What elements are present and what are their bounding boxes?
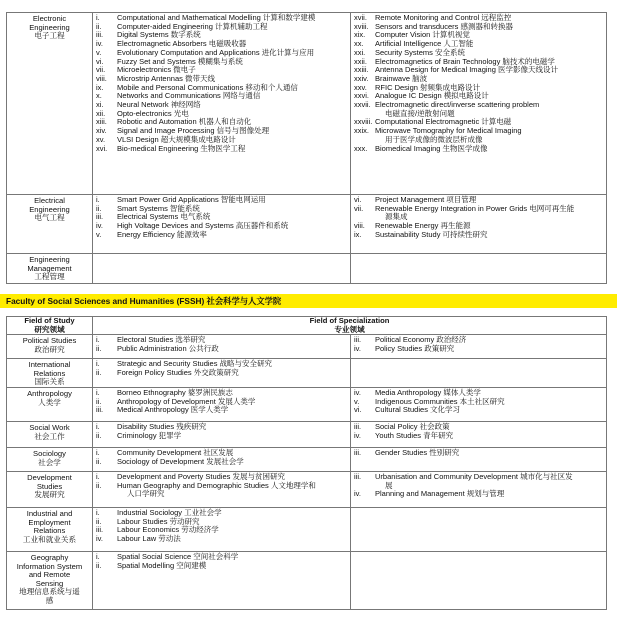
item-text: Political Economy 政治经济: [375, 335, 467, 345]
field-name-line: Management: [27, 263, 72, 273]
item-text: Labour Law 劳动法: [117, 534, 181, 544]
specialization-list: [93, 509, 350, 544]
item-text-continuation: 人口学研究: [127, 489, 165, 499]
item-numeral: vi.: [96, 56, 104, 66]
specialization-column-left: [93, 471, 351, 507]
item-text: Signal and Image Processing 信号与图像处理: [117, 126, 270, 136]
item-text: High Voltage Devices and Systems 高压器件和系统: [117, 221, 289, 231]
item-text-continuation: 源集成: [385, 212, 408, 222]
field-name-line: 地理信息系统与遥: [19, 587, 80, 597]
list-item: [351, 145, 606, 154]
field-name-line: Information System: [16, 561, 83, 571]
fssh-specialization-table: [6, 316, 607, 610]
item-numeral: xxi.: [354, 47, 366, 57]
item-text: Opto-electronics 光电: [117, 108, 189, 118]
item-text: Spatial Modelling 空间建模: [117, 560, 207, 570]
list-item: [93, 535, 350, 544]
item-numeral: xix.: [354, 30, 366, 40]
specialization-list: [351, 473, 606, 499]
item-numeral: iv.: [354, 489, 361, 499]
item-numeral: iv.: [96, 221, 103, 231]
table-row: [7, 421, 607, 447]
item-numeral: v.: [354, 396, 360, 406]
item-text: Fuzzy Set and Systems 模糊集与系统: [117, 56, 243, 66]
specialization-column-left: [93, 195, 351, 254]
specialization-column-right: [351, 359, 607, 388]
item-text: Foreign Policy Studies 外交政策研究: [117, 367, 239, 377]
list-item: [93, 406, 350, 415]
item-numeral: i.: [96, 13, 100, 22]
item-numeral: ii.: [96, 516, 102, 526]
table-row: [7, 254, 607, 284]
item-text: Security Systems 安全系统: [375, 47, 466, 57]
item-text: Human Geography and Demographic Studies 人文地理学和: [117, 480, 316, 490]
item-numeral: ix.: [354, 229, 362, 239]
header-zh: 专业领域: [334, 324, 365, 334]
specialization-column-right: [351, 387, 607, 421]
field-of-study-cell: [7, 387, 93, 421]
specialization-list: [351, 196, 606, 240]
list-item: [93, 432, 350, 441]
field-name-line: Social Work: [29, 422, 70, 432]
specialization-list: [351, 336, 606, 353]
field-name-line: 电气工程: [34, 213, 65, 223]
item-text: Planning and Management 规划与管理: [375, 489, 505, 499]
specialization-column-right: [351, 195, 607, 254]
list-item: [351, 205, 606, 222]
item-numeral: i.: [96, 551, 100, 561]
item-text: Disability Studies 残疾研究: [117, 421, 207, 431]
item-text: Media Anthropology 媒体人类学: [375, 387, 481, 397]
specialization-list: [351, 14, 606, 153]
item-text: Labour Economics 劳动经济学: [117, 525, 219, 535]
item-text: Industrial Sociology 工业社会学: [117, 507, 222, 517]
field-name-line: 社会学: [38, 457, 61, 467]
table-row: [7, 507, 607, 551]
item-numeral: xvii.: [354, 13, 367, 22]
specialization-list: [351, 449, 606, 458]
item-numeral: xxiv.: [354, 73, 369, 83]
item-numeral: iii.: [354, 447, 362, 457]
item-numeral: vi.: [354, 195, 362, 204]
item-numeral: ii.: [96, 343, 102, 353]
item-text: Criminology 犯罪学: [117, 430, 182, 440]
specialization-list: [93, 553, 350, 570]
item-text: Digital Systems 数字系统: [117, 30, 201, 40]
item-numeral: vii.: [96, 65, 106, 75]
item-text: Spatial Social Science 空间社会科学: [117, 551, 239, 561]
item-text: Labour Studies 劳动研究: [117, 516, 200, 526]
table-row: [7, 447, 607, 471]
item-numeral: v.: [96, 229, 102, 239]
field-name-line: Sensing: [35, 578, 64, 588]
item-text: Robotic and Automation 机器人和自动化: [117, 117, 252, 127]
item-numeral: i.: [96, 447, 100, 457]
item-numeral: ii.: [96, 21, 102, 31]
specialization-column-right: [351, 13, 607, 195]
specialization-column-left: [93, 551, 351, 609]
list-item: [93, 369, 350, 378]
item-numeral: iii.: [96, 212, 104, 222]
field-name-line: 工业和就业关系: [22, 534, 77, 544]
item-text: Smart Systems 智能系统: [117, 203, 200, 213]
item-numeral: ii.: [96, 430, 102, 440]
specialization-column-right: [351, 254, 607, 284]
specialization-list: [93, 336, 350, 353]
field-of-study-cell: [7, 551, 93, 609]
item-text: Artificial Intelligence 人工智能: [375, 39, 474, 49]
field-name-line: International: [28, 360, 71, 370]
item-text: Cultural Studies 文化学习: [375, 405, 461, 415]
item-text: Bio-medical Engineering 生物医学工程: [117, 143, 246, 153]
field-name-line: 人类学: [38, 397, 61, 407]
field-of-study-cell: [7, 254, 93, 284]
item-numeral: i.: [96, 387, 100, 397]
field-of-specialization-header: [93, 317, 607, 335]
item-text: Social Policy 社会政策: [375, 421, 450, 431]
table-row: [7, 387, 607, 421]
item-numeral: xxvi.: [354, 91, 369, 101]
item-text: Electromagnetic direct/inverse scattering problem: [375, 100, 540, 110]
header-zh: 研究领域: [34, 324, 65, 334]
faculty-title-banner: Faculty of Social Sciences and Humanities (FSSH) 社会科学与人文学院: [0, 294, 617, 308]
item-text: Urbanisation and Community Development 城市化与社区发: [375, 471, 573, 481]
item-numeral: vii.: [354, 203, 364, 213]
field-name-line: Studies: [36, 481, 63, 491]
specialization-list: [93, 449, 350, 466]
item-numeral: iv.: [354, 430, 361, 440]
item-numeral: iii.: [354, 421, 362, 431]
item-text: Public Administration 公共行政: [117, 343, 219, 353]
table-row: [7, 195, 607, 254]
item-text: Computer Vision 计算机视觉: [375, 30, 470, 40]
field-name-line: Relations: [33, 526, 66, 536]
field-of-study-cell: [7, 447, 93, 471]
item-text: Youth Studies 青年研究: [375, 430, 454, 440]
item-text: Community Development 社区发展: [117, 447, 234, 457]
field-name-line: Political Studies: [22, 336, 77, 346]
field-name-line: Electronic: [32, 14, 67, 23]
item-text-continuation: 电磁直接/逆散射问题: [385, 108, 455, 118]
item-text: Neural Network 神经网络: [117, 100, 201, 110]
list-item: [351, 345, 606, 354]
specialization-column-right: [351, 471, 607, 507]
item-text: Microelectronics 微电子: [117, 65, 196, 75]
field-name-line: 感: [45, 595, 54, 605]
specialization-list: [93, 14, 350, 153]
field-name-line: Anthropology: [27, 388, 72, 398]
item-numeral: iii.: [96, 525, 104, 535]
item-numeral: i.: [96, 195, 100, 204]
field-name-line: and Remote: [28, 570, 71, 580]
specialization-list: [93, 389, 350, 415]
specialization-list: [93, 423, 350, 440]
specialization-list: [351, 389, 606, 415]
engineering-specialization-table: [6, 12, 607, 284]
list-item: [93, 482, 350, 499]
item-text: Biomedical Imaging 生物医学成像: [375, 143, 488, 153]
item-numeral: xiii.: [96, 117, 107, 127]
specialization-column-left: [93, 359, 351, 388]
item-text: Computational and Mathematical Modelling 计算和数学建模: [117, 13, 316, 22]
field-of-study-cell: [7, 507, 93, 551]
item-text: Computational Electromagnetic 计算电磁: [375, 117, 512, 127]
list-item: [351, 490, 606, 499]
specialization-column-right: [351, 447, 607, 471]
field-name-line: Development: [27, 472, 72, 482]
table-row: [7, 551, 607, 609]
header-en: Field of Study: [24, 316, 75, 325]
item-numeral: ii.: [96, 367, 102, 377]
item-numeral: i.: [96, 421, 100, 431]
item-numeral: ii.: [96, 203, 102, 213]
field-of-study-cell: [7, 471, 93, 507]
field-of-study-cell: [7, 335, 93, 359]
field-of-study-cell: [7, 195, 93, 254]
list-item: [351, 473, 606, 490]
item-text: Antenna Design for Medical Imaging 医学影像天线设计: [375, 65, 558, 75]
field-name-line: Electrical: [34, 196, 65, 205]
field-name-line: 电子工程: [34, 31, 65, 41]
field-name-line: 社会工作: [34, 431, 65, 441]
specialization-column-left: [93, 387, 351, 421]
item-numeral: xxx.: [354, 143, 368, 153]
table-row: [7, 335, 607, 359]
item-text: Evolutionary Computation and Applications 进化计算与应用: [117, 47, 315, 57]
item-text: Policy Studies 政策研究: [375, 343, 455, 353]
item-numeral: xv.: [96, 134, 106, 144]
list-item: [351, 449, 606, 458]
specialization-column-left: [93, 421, 351, 447]
item-numeral: ix.: [96, 82, 104, 92]
table-row: [7, 359, 607, 388]
item-text: VLSI Design 超大规模集成电路设计: [117, 134, 236, 144]
field-name-line: 工程管理: [34, 272, 65, 282]
table-row: [7, 471, 607, 507]
list-item: [93, 345, 350, 354]
table-row: [7, 13, 607, 195]
item-numeral: i.: [96, 359, 100, 369]
item-text: Electromagnetics of Brain Technology 脑技术的电磁学: [375, 56, 555, 66]
table-header-row: [7, 317, 607, 335]
item-numeral: ii.: [96, 560, 102, 570]
item-text: Remote Monitoring and Control 远程监控: [375, 13, 512, 22]
item-numeral: iii.: [354, 335, 362, 345]
item-numeral: xiv.: [96, 126, 107, 136]
field-name-line: Engineering: [29, 22, 70, 32]
field-name-line: Engineering: [29, 255, 70, 264]
item-text: Sociology of Development 发展社会学: [117, 456, 244, 466]
field-of-study-cell: [7, 359, 93, 388]
field-of-study-header: [7, 317, 93, 335]
list-item: [93, 145, 350, 154]
item-text: Anthropology of Development 发展人类学: [117, 396, 256, 406]
field-name-line: 国际关系: [34, 377, 65, 387]
specialization-column-right: [351, 507, 607, 551]
field-name-line: 政治研究: [34, 344, 65, 354]
specialization-column-left: [93, 447, 351, 471]
field-name-line: Relations: [33, 368, 66, 378]
item-text: Project Management 项目管理: [375, 195, 477, 204]
item-text-continuation: 展: [385, 480, 393, 490]
item-text: Electrical Systems 电气系统: [117, 212, 211, 222]
field-of-study-cell: [7, 421, 93, 447]
item-numeral: xi.: [96, 100, 104, 110]
item-numeral: xxii.: [354, 56, 367, 66]
field-name-line: Engineering: [29, 204, 70, 214]
specialization-column-left: [93, 507, 351, 551]
item-numeral: iv.: [354, 343, 361, 353]
item-numeral: ii.: [96, 480, 102, 490]
list-item: [93, 231, 350, 240]
item-numeral: iii.: [354, 471, 362, 481]
specialization-column-left: [93, 254, 351, 284]
list-item: [351, 127, 606, 144]
list-item: [93, 458, 350, 467]
specialization-list: [351, 423, 606, 440]
item-numeral: x.: [96, 91, 102, 101]
item-numeral: iii.: [96, 30, 104, 40]
item-text: Mobile and Personal Communications 移动和个人通信: [117, 82, 298, 92]
item-numeral: i.: [96, 471, 100, 481]
item-text: Sensors and transducers 感测器和转换器: [375, 21, 513, 31]
item-numeral: vi.: [354, 405, 362, 415]
item-text: Microwave Tomography for Medical Imaging: [375, 126, 522, 136]
item-text: Medical Anthropology 医学人类学: [117, 405, 229, 415]
item-numeral: xii.: [96, 108, 106, 118]
item-text: Analogue IC Design 模拟电路设计: [375, 91, 489, 101]
field-of-study-cell: [7, 13, 93, 195]
item-numeral: viii.: [354, 221, 365, 231]
list-item: [351, 432, 606, 441]
item-numeral: xxv.: [354, 82, 367, 92]
item-text-continuation: 用于医学成像的微波层析成像: [385, 134, 483, 144]
item-text: Indigenous Communities 本土社区研究: [375, 396, 505, 406]
item-numeral: iii.: [96, 405, 104, 415]
item-numeral: xvi.: [96, 143, 108, 153]
specialization-list: [93, 196, 350, 240]
item-numeral: xviii.: [354, 21, 369, 31]
specialization-column-left: [93, 13, 351, 195]
header-en: Field of Specialization: [309, 316, 390, 325]
field-name-line: 发展研究: [34, 490, 65, 500]
field-name-line: Sociology: [33, 448, 66, 458]
item-text: Renewable Energy 再生能源: [375, 221, 471, 231]
item-text: Smart Power Grid Applications 智能电网运用: [117, 195, 266, 204]
item-numeral: ii.: [96, 396, 102, 406]
item-numeral: viii.: [96, 73, 107, 83]
field-name-line: Industrial and: [26, 508, 73, 518]
specialization-list: [93, 473, 350, 499]
list-item: [351, 406, 606, 415]
item-numeral: xxviii.: [354, 117, 373, 127]
item-numeral: v.: [96, 47, 102, 57]
specialization-column-right: [351, 335, 607, 359]
specialization-list: [93, 360, 350, 377]
item-numeral: iv.: [96, 39, 103, 49]
item-text: RFIC Design 射频集成电路设计: [375, 82, 481, 92]
item-text: Electoral Studies 选举研究: [117, 335, 206, 345]
item-numeral: ii.: [96, 456, 102, 466]
specialization-column-right: [351, 551, 607, 609]
item-text: Computer-aided Engineering 计算机辅助工程: [117, 21, 268, 31]
item-numeral: xxiii.: [354, 65, 369, 75]
item-text: Sustainability Study 可持续性研究: [375, 229, 488, 239]
item-numeral: iv.: [96, 534, 103, 544]
item-text: Development and Poverty Studies 发展与贫困研究: [117, 471, 285, 481]
item-text: Renewable Energy Integration in Power Grids 电网可再生能: [375, 203, 575, 213]
item-text: Brainwave 脑波: [375, 73, 428, 83]
item-numeral: xxvii.: [354, 100, 371, 110]
list-item: [351, 231, 606, 240]
item-text: Energy Efficiency 能源效率: [117, 229, 207, 239]
item-text: Microstrip Antennas 微带天线: [117, 73, 215, 83]
field-name-line: Geography: [30, 552, 69, 562]
list-item: [351, 101, 606, 118]
field-name-line: Employment: [28, 517, 71, 527]
item-text: Electromagnetic Absorbers 电磁吸收器: [117, 39, 247, 49]
list-item: [93, 562, 350, 571]
specialization-column-left: [93, 335, 351, 359]
item-text: Networks and Communications 网络与通信: [117, 91, 261, 101]
item-text: Gender Studies 性别研究: [375, 447, 460, 457]
specialization-column-right: [351, 421, 607, 447]
item-numeral: xx.: [354, 39, 364, 49]
item-numeral: i.: [96, 507, 100, 517]
item-numeral: iv.: [354, 387, 361, 397]
item-numeral: i.: [96, 335, 100, 345]
item-text: Strategic and Security Studies 战略与安全研究: [117, 359, 273, 369]
item-numeral: xxix.: [354, 126, 369, 136]
item-text: Borneo Ethnography 婆罗洲民族志: [117, 387, 233, 397]
